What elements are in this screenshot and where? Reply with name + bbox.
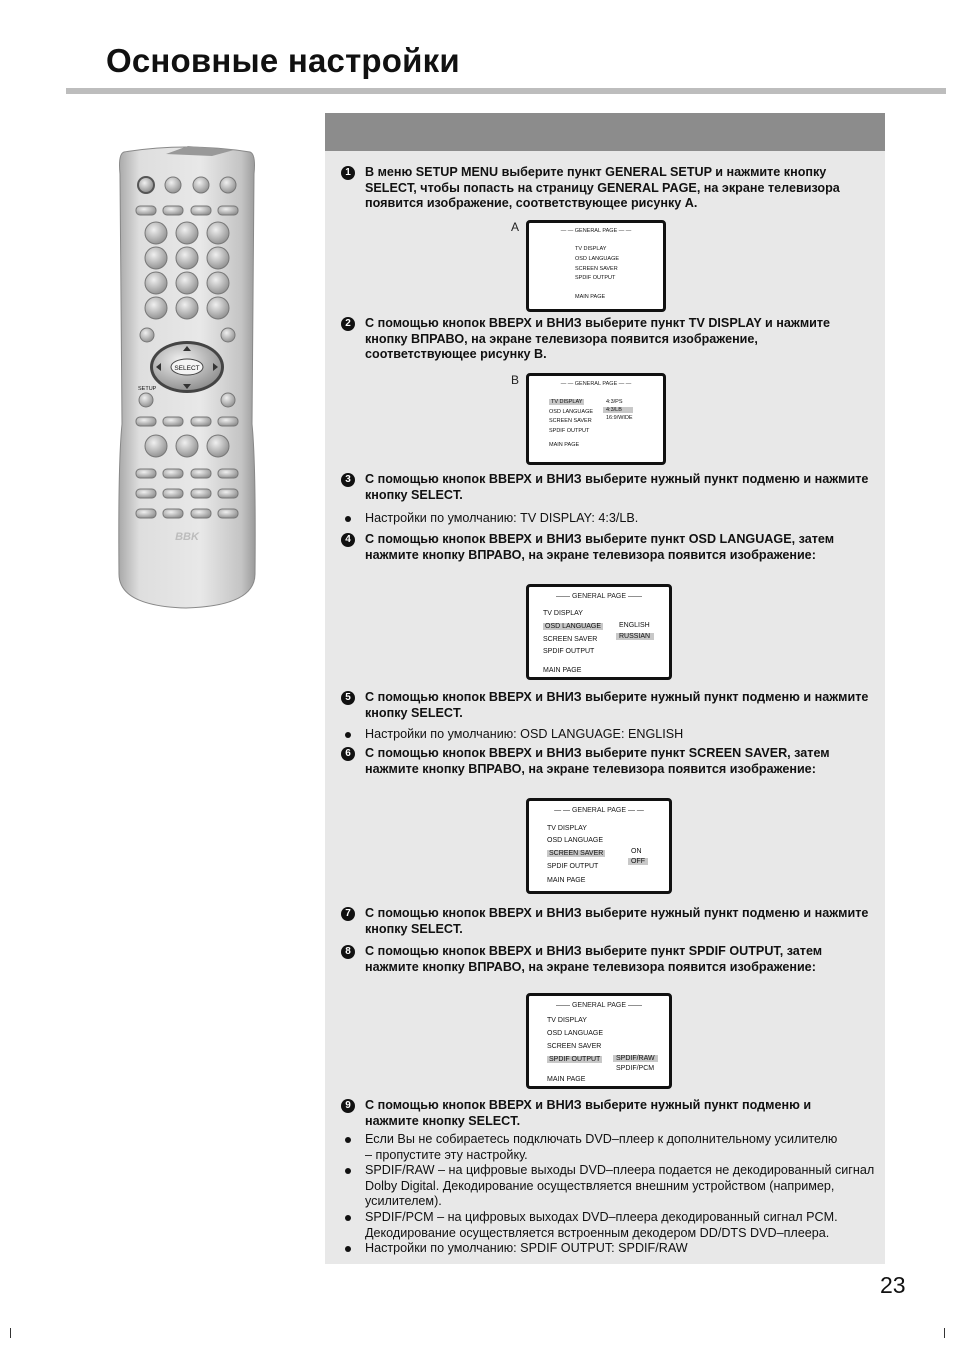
screen-item: OSD LANGUAGE — [547, 1030, 604, 1037]
screen-b — [526, 373, 666, 465]
screen-item: MAIN PAGE — [547, 1076, 586, 1083]
step-number: 8 — [341, 945, 355, 959]
step-text: С помощью кнопок ВВЕРХ и ВНИЗ выберите пункт SPDIF OUTPUT, затем нажмите кнопку ВПРАВО, на экране телевизора появится изображение: — [365, 944, 823, 974]
page-title: Основные настройки — [106, 42, 460, 79]
bullet-spdif-skip — [341, 1132, 841, 1163]
screen-option: ON — [631, 848, 642, 855]
step-text: С помощью кнопок ВВЕРХ и ВНИЗ выберите нужный пункт подменю и нажмите кнопку SELECT. — [365, 690, 869, 720]
remote-dpad — [150, 341, 224, 393]
bullet-dot — [345, 1246, 351, 1252]
step-number: 1 — [341, 166, 355, 180]
screen-option: RUSSIAN — [616, 633, 654, 640]
bullet-text: SPDIF/PCM – на цифровых выходах DVD–плеера декодированный сигнал PCM. Декодирование осуществляется встроенным декодером DD/DTS DVD–плеера. — [365, 1210, 838, 1240]
remote-select-label: SELECT — [174, 365, 200, 372]
step-text: С помощью кнопок ВВЕРХ и ВНИЗ выберите нужный пункт подменю и нажмите кнопку SELECT. — [365, 472, 869, 502]
screen-item: MAIN PAGE — [543, 667, 582, 674]
step-number: 7 — [341, 907, 355, 921]
screen-item: SCREEN SAVER — [575, 266, 618, 272]
step-number: 5 — [341, 691, 355, 705]
screen-item: OSD LANGUAGE — [547, 837, 604, 844]
panel-header-bar — [325, 113, 885, 151]
step-number: 6 — [341, 747, 355, 761]
bullet-dot — [345, 732, 351, 738]
screen-item: TV DISPLAY — [547, 825, 587, 832]
screen-item: OSD LANGUAGE — [549, 409, 594, 415]
step-3 — [341, 472, 871, 503]
step-text: С помощью кнопок ВВЕРХ и ВНИЗ выберите пункт SCREEN SAVER, затем нажмите кнопку ВПРАВО, на экране телевизора появится изображение: — [365, 746, 830, 776]
screen-item: TV DISPLAY — [575, 246, 607, 252]
bullet-dot — [345, 516, 351, 522]
screen-item: SPDIF OUTPUT — [543, 648, 595, 655]
screen-option: OFF — [628, 858, 648, 865]
screen-item: OSD LANGUAGE — [575, 256, 620, 262]
title-rule — [66, 88, 946, 94]
bullet-spdif-pcm — [341, 1210, 876, 1241]
instruction-panel — [325, 113, 885, 1264]
screen-title: —— GENERAL PAGE —— — [556, 593, 642, 600]
screen-item: MAIN PAGE — [547, 877, 586, 884]
screen-item: SCREEN SAVER — [549, 418, 592, 424]
bullet-text: Если Вы не собираетесь подключать DVD–плеер к дополнительному усилителю – пропустите эту настройку. — [365, 1132, 838, 1162]
bullet-dot — [345, 1215, 351, 1221]
remote-setup-label: SETUP — [138, 386, 157, 392]
bullet-text: Настройки по умолчанию: OSD LANGUAGE: ENGLISH — [365, 727, 684, 741]
screen-item: TV DISPLAY — [547, 1017, 587, 1024]
screen-option: 4:3/PS — [606, 399, 623, 405]
remote-transport-buttons — [145, 435, 229, 457]
bullet-text: SPDIF/RAW – на цифровые выходы DVD–плеера подается не декодированный сигнал Dolby Digital. Декодирование осуществляется внешним устройством (например, усилителем). — [365, 1163, 875, 1209]
step-7 — [341, 906, 871, 937]
step-number: 9 — [341, 1099, 355, 1113]
bullet-tv-default — [341, 511, 876, 527]
remote-brand-logo: BBK — [175, 531, 199, 543]
screen-a — [526, 220, 666, 312]
bullet-spdif-default — [341, 1241, 876, 1257]
screen-item: TV DISPLAY — [551, 399, 583, 405]
screen-item: TV DISPLAY — [543, 610, 583, 617]
step-5 — [341, 690, 871, 721]
step-2 — [341, 316, 871, 363]
page-number: 23 — [880, 1272, 906, 1298]
bullet-text: Настройки по умолчанию: TV DISPLAY: 4:3/LB. — [365, 511, 639, 525]
step-4 — [341, 532, 871, 563]
bullet-dot — [345, 1137, 351, 1143]
screen-item: SPDIF OUTPUT — [549, 1056, 601, 1063]
bullet-dot — [345, 1168, 351, 1174]
screen-title: — — GENERAL PAGE — — — [560, 228, 632, 234]
screen-item: SPDIF OUTPUT — [547, 863, 599, 870]
screen-option: SPDIF/RAW — [613, 1055, 658, 1062]
bullet-text: Настройки по умолчанию: SPDIF OUTPUT: SPDIF/RAW — [365, 1241, 688, 1255]
remote-control-illustration — [116, 144, 258, 614]
step-text: С помощью кнопок ВВЕРХ и ВНИЗ выберите нужный пункт подменю и нажмите кнопку SELECT. — [365, 906, 869, 936]
screen-item: MAIN PAGE — [575, 294, 606, 300]
screen-item: MAIN PAGE — [549, 442, 580, 448]
screen-item: SPDIF OUTPUT — [549, 428, 590, 434]
step-6 — [341, 746, 871, 777]
screen-option: ENGLISH — [619, 622, 650, 629]
step-9 — [341, 1098, 841, 1129]
screen-item: SPDIF OUTPUT — [575, 275, 616, 281]
screen-d — [526, 798, 672, 894]
screen-option: SPDIF/PCM — [616, 1065, 655, 1072]
screen-option: 16:9/WIDE — [606, 415, 633, 421]
step-text: С помощью кнопок ВВЕРХ и ВНИЗ выберите пункт OSD LANGUAGE, затем нажмите кнопку ВПРАВО, на экране телевизора появится изображение: — [365, 532, 835, 562]
step-text: С помощью кнопок ВВЕРХ и ВНИЗ выберите пункт TV DISPLAY и нажмите кнопку ВПРАВО, на экране телевизора появится изображение, соответствующее рисунку В. — [365, 316, 831, 362]
bullet-spdif-raw — [341, 1163, 876, 1210]
bullet-osd-default — [341, 727, 876, 743]
screen-item: SCREEN SAVER — [543, 636, 598, 643]
screen-item: SCREEN SAVER — [549, 850, 604, 857]
step-number: 4 — [341, 533, 355, 547]
step-number: 2 — [341, 317, 355, 331]
screen-title: — — GENERAL PAGE — — — [560, 381, 632, 387]
screen-title: —— GENERAL PAGE —— — [556, 1002, 642, 1009]
screen-c — [526, 584, 672, 680]
step-text: В меню SETUP MENU выберите пункт GENERAL SETUP и нажмите кнопку SELECT, чтобы попасть на страницу GENERAL PAGE, на экране телевизора появится изображение, соответствующее рисунку А. — [365, 165, 840, 211]
screen-item: SCREEN SAVER — [547, 1043, 602, 1050]
step-text: С помощью кнопок ВВЕРХ и ВНИЗ выберите нужный пункт подменю и нажмите кнопку SELECT. — [365, 1098, 812, 1128]
screen-e — [526, 993, 672, 1089]
remote-setup-button — [139, 393, 153, 407]
crop-mark-left — [10, 1328, 11, 1338]
step-number: 3 — [341, 473, 355, 487]
screen-option: 4:3/LB — [603, 407, 633, 413]
screen-a-letter: A — [511, 220, 520, 234]
screen-b-letter: B — [511, 373, 520, 387]
screen-title: — — GENERAL PAGE — — — [554, 807, 644, 814]
screen-item: OSD LANGUAGE — [545, 623, 602, 630]
crop-mark-right — [944, 1328, 945, 1338]
step-8 — [341, 944, 871, 975]
step-1 — [341, 165, 871, 212]
